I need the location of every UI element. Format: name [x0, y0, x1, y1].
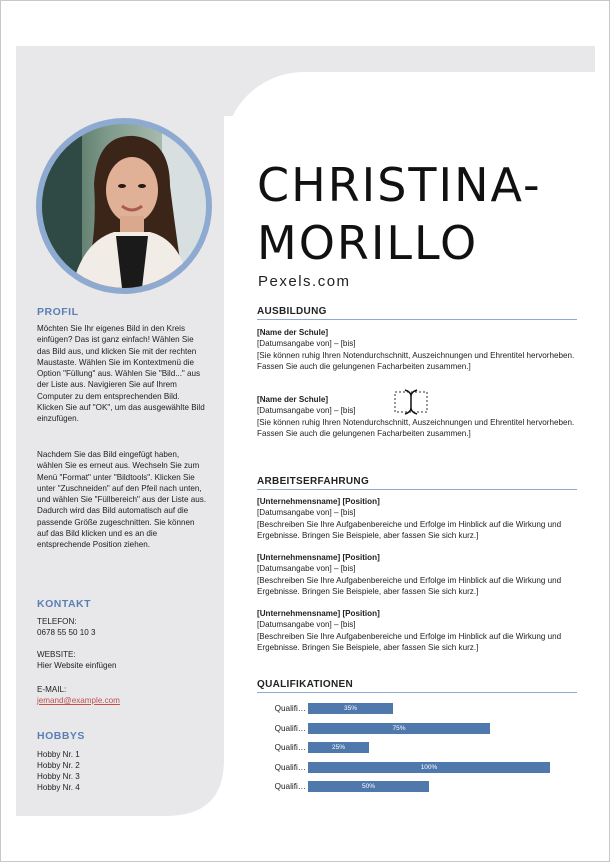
- qualifications-rule: [257, 692, 577, 693]
- hobby-item: Hobby Nr. 4: [37, 783, 80, 792]
- hobby-item: Hobby Nr. 3: [37, 772, 80, 781]
- email-label: E-MAIL:: [37, 685, 67, 694]
- profile-paragraph-1: Möchten Sie Ihr eigenes Bild in den Kreis einfügen? Das ist ganz einfach! Wählen Sie das Bild aus, und klicken Sie mit der rechten Maustaste. Wählen Sie im Kontextmenü die Option "Füllung" aus. Wählen Sie "Bild..." aus der Liste aus. Navigieren Sie auf Ihrem Computer zu dem entsprechenden Bild. Klicken Sie auf "OK", um das ausgewählte Bild einzufügen.: [37, 324, 205, 424]
- entry-dates: [Datumsangabe von] – [bis]: [257, 620, 356, 630]
- phone-label: TELEFON:: [37, 617, 77, 626]
- skill-bar: 50%: [308, 781, 429, 792]
- entry-description: [Beschreiben Sie Ihre Aufgabenbereiche und Erfolge im Hinblick auf die Wirkung und Ergebnisse. Bringen Sie Beispiele, aber fassen Sie sich kurz.]: [257, 575, 562, 597]
- skill-label: Qualifi…: [274, 762, 306, 772]
- portrait-image: [42, 124, 206, 288]
- website-value: Hier Website einfügen: [37, 661, 117, 670]
- education-rule: [257, 319, 577, 320]
- entry-description: [Beschreiben Sie Ihre Aufgabenbereiche und Erfolge im Hinblick auf die Wirkung und Ergebnisse. Bringen Sie Beispiele, aber fassen Sie sich kurz.]: [257, 631, 562, 653]
- subtitle: Pexels.com: [258, 273, 351, 290]
- entry-dates: [Datumsangabe von] – [bis]: [257, 406, 356, 416]
- entry-description: [Beschreiben Sie Ihre Aufgabenbereiche und Erfolge im Hinblick auf die Wirkung und Ergebnisse. Bringen Sie Beispiele, aber fassen Sie sich kurz.]: [257, 519, 562, 541]
- skill-bar: 100%: [308, 762, 550, 773]
- entry-title: [Name der Schule]: [257, 395, 329, 404]
- name-line-2: MORILLO: [257, 216, 479, 270]
- text-cursor-icon: [393, 388, 429, 416]
- entry-title: [Name der Schule]: [257, 328, 329, 337]
- entry-title: [Unternehmensname] [Position]: [257, 609, 380, 618]
- skill-label: Qualifi…: [274, 704, 306, 713]
- skill-bar: 25%: [308, 742, 369, 753]
- experience-rule: [257, 489, 577, 490]
- entry-dates: [Datumsangabe von] – [bis]: [257, 564, 356, 574]
- hobby-item: Hobby Nr. 1: [37, 750, 80, 759]
- education-entry: [257, 327, 577, 373]
- email-link[interactable]: jemand@example.com: [37, 696, 120, 705]
- skill-label: Qualifi…: [274, 743, 306, 752]
- hobbies-heading: HOBBYS: [37, 730, 85, 742]
- entry-dates: [Datumsangabe von] – [bis]: [257, 339, 356, 349]
- experience-heading: ARBEITSERFAHRUNG: [257, 476, 370, 487]
- profile-paragraph-2: Nachdem Sie das Bild eingefügt haben, wählen Sie es erneut aus. Wechseln Sie zum Menü "Format" unter "Bildtools". Klicken Sie unter "Zuschneiden" auf den Pfeil nach unten, und wählen Sie "Füllbereich" aus der Liste aus. Dadurch wird das Bild automatisch auf die passende Größe zugeschnitten. Sie können auf das Bild klicken und es an die entsprechende Position ziehen.: [37, 450, 207, 550]
- skill-label: Qualifi…: [274, 723, 306, 733]
- phone-value: 0678 55 50 10 3: [37, 628, 96, 637]
- skill-bar: 35%: [308, 703, 393, 714]
- contact-heading: KONTAKT: [37, 598, 92, 610]
- experience-entry: [257, 608, 577, 654]
- entry-title: [Unternehmensname] [Position]: [257, 553, 380, 562]
- skill-bar: 75%: [308, 723, 490, 734]
- entry-description: [Sie können ruhig Ihren Notendurchschnitt, Auszeichnungen und Ehrentitel hervorheben. Fassen Sie auch die gelungenen Facharbeiten zusammen.]: [257, 417, 575, 439]
- education-heading: AUSBILDUNG: [257, 306, 327, 317]
- profile-heading: PROFIL: [37, 306, 79, 318]
- experience-entry: [257, 552, 577, 598]
- entry-title: [Unternehmensname] [Position]: [257, 497, 380, 506]
- hobby-item: Hobby Nr. 2: [37, 761, 80, 770]
- entry-dates: [Datumsangabe von] – [bis]: [257, 508, 356, 518]
- profile-photo[interactable]: [42, 124, 206, 288]
- entry-description: [Sie können ruhig Ihren Notendurchschnitt, Auszeichnungen und Ehrentitel hervorheben. Fassen Sie auch die gelungenen Facharbeiten zusammen.]: [257, 350, 575, 372]
- qualifications-heading: QUALIFIKATIONEN: [257, 679, 353, 690]
- name-line-1: CHRISTINA-: [257, 158, 542, 212]
- website-label: WEBSITE:: [37, 650, 76, 659]
- skill-label: Qualifi…: [274, 782, 306, 791]
- experience-entry: [257, 496, 577, 542]
